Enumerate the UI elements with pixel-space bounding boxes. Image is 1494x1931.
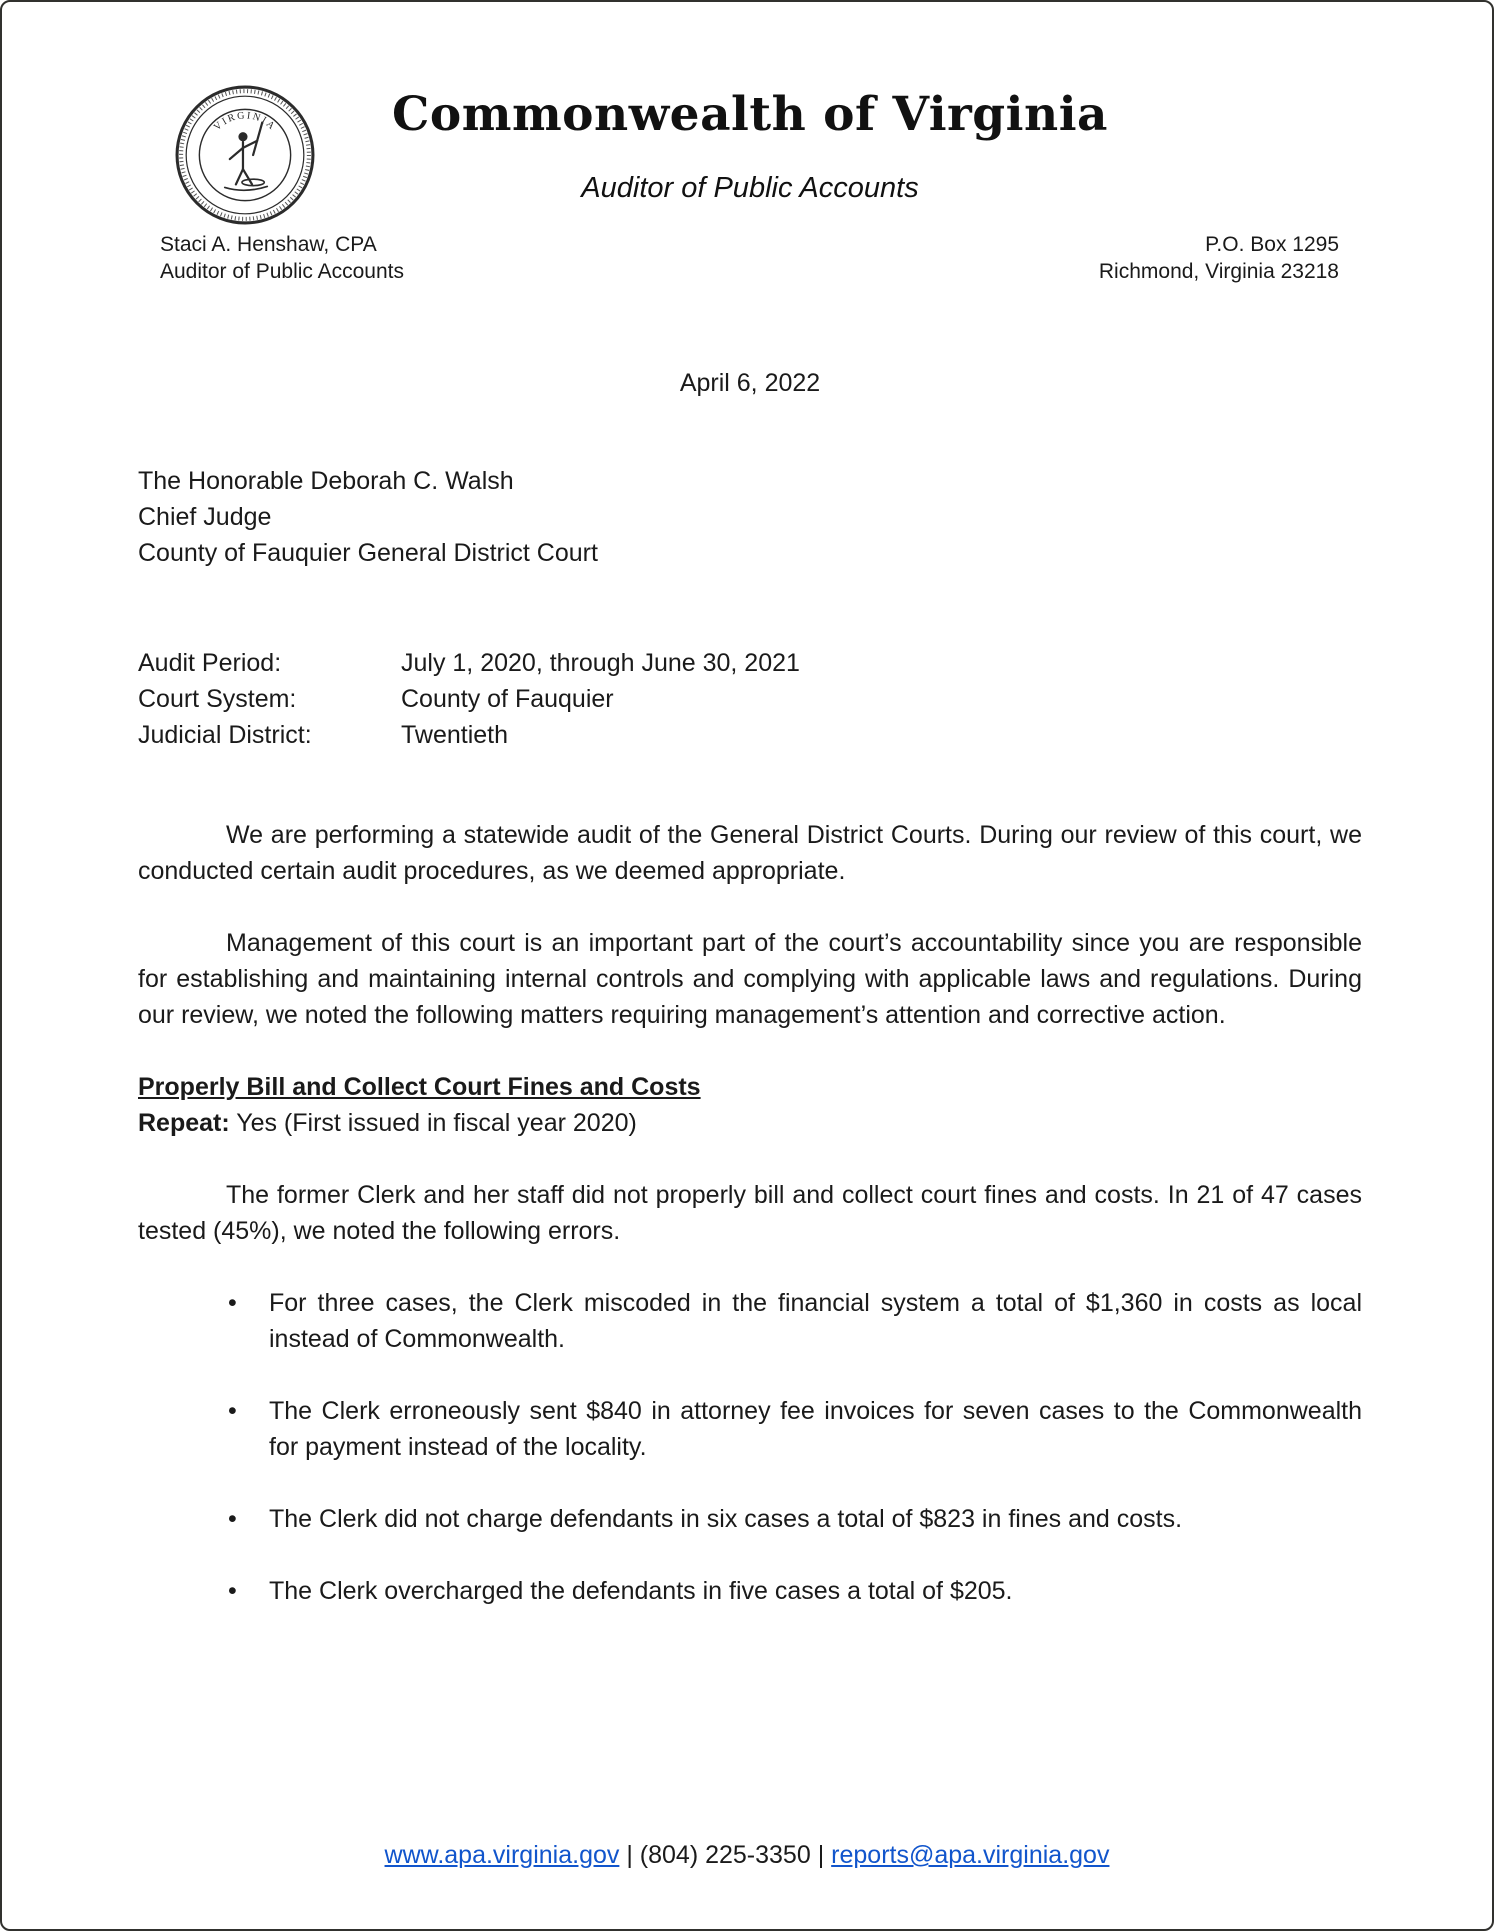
recipient-name: The Honorable Deborah C. Walsh — [138, 467, 514, 496]
letterhead — [138, 88, 1362, 285]
footer-separator-1: | — [626, 1841, 633, 1869]
body-paragraph-2: Management of this court is an important part of the court’s accountability since you are responsible for establishing and maintaining internal controls and complying with applicable laws and regulations. During our review, we noted the following matters requiring management’s attention and corrective action. — [138, 929, 1362, 1030]
bullet-item-1: • For three cases, the Clerk miscoded in the financial system a total of $1,360 in costs as local instead of Commonwealth. — [228, 1285, 1362, 1357]
judicial-district-label: Judicial District: — [138, 721, 312, 750]
judicial-district-row — [138, 717, 1362, 753]
website-link[interactable]: www.apa.virginia.gov — [384, 1841, 620, 1869]
bullet-item-4: • The Clerk overcharged the defendants in five cases a total of $205. — [228, 1573, 1362, 1609]
finding-heading: Properly Bill and Collect Court Fines and Costs — [138, 1073, 701, 1102]
audit-period-value: July 1, 2020, through June 30, 2021 — [401, 649, 800, 678]
finding-intro: The former Clerk and her staff did not properly bill and collect court fines and costs. In 21 of 47 cases tested (45%), we noted the following errors. — [138, 1181, 1362, 1246]
court-system-label: Court System: — [138, 685, 297, 714]
bullet-item-3: • The Clerk did not charge defendants in six cases a total of $823 in fines and costs. — [228, 1501, 1362, 1537]
auditor-name: Staci A. Henshaw, CPA — [160, 233, 377, 257]
audit-info-block — [138, 645, 1362, 753]
judicial-district-value: Twentieth — [401, 721, 509, 750]
recipient-title: Chief Judge — [138, 503, 272, 532]
letter-date: April 6, 2022 — [679, 369, 821, 398]
email-link[interactable]: reports@apa.virginia.gov — [831, 1841, 1110, 1869]
repeat-line — [138, 1105, 1362, 1141]
org-subtitle: Auditor of Public Accounts — [581, 172, 919, 205]
audit-period-row — [138, 645, 1362, 681]
org-title: Commonwealth of Virginia — [391, 87, 1109, 142]
audit-period-label: Audit Period: — [138, 649, 282, 678]
phone-number: (804) 225-3350 — [639, 1841, 811, 1869]
finding-bullet-list — [228, 1285, 1362, 1609]
body-paragraph-1: We are performing a statewide audit of the General District Courts. During our review of this court, we conducted certain audit procedures, as we deemed appropriate. — [138, 821, 1362, 886]
court-system-value: County of Fauquier — [401, 685, 614, 714]
recipient-court: County of Fauquier General District Court — [138, 539, 598, 568]
city-state-zip-line: Richmond, Virginia 23218 — [1098, 260, 1339, 284]
repeat-label: Repeat: — [138, 1109, 230, 1138]
po-box-line: P.O. Box 1295 — [1205, 233, 1339, 257]
recipient-block — [138, 463, 1362, 571]
address-block — [1099, 231, 1339, 285]
footer-separator-2: | — [817, 1841, 825, 1869]
seal-text: VIRGINIA — [211, 110, 279, 134]
page-footer — [2, 1837, 1492, 1873]
virginia-seal-icon — [174, 84, 316, 226]
auditor-block — [160, 231, 404, 285]
repeat-value: Yes (First issued in fiscal year 2020) — [236, 1109, 637, 1138]
court-system-row — [138, 681, 1362, 717]
auditor-title: Auditor of Public Accounts — [160, 260, 404, 284]
bullet-item-2: • The Clerk erroneously sent $840 in attorney fee invoices for seven cases to the Commonwealth for payment instead of the locality. — [228, 1393, 1362, 1465]
